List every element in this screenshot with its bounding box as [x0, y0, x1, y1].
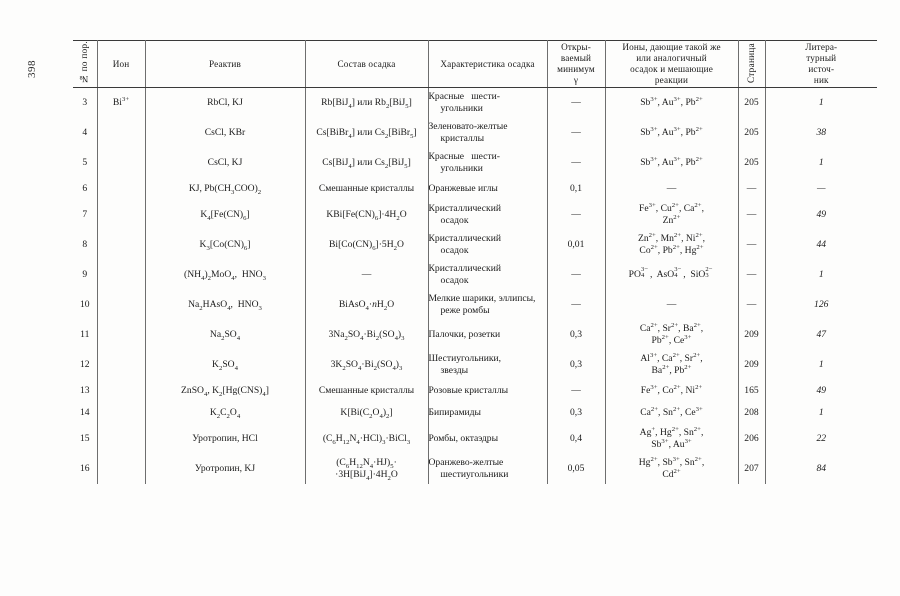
cell-source: 1: [818, 269, 824, 281]
cell-minimum: 0,01: [547, 230, 605, 260]
cell-no: 4: [73, 118, 97, 148]
cell-source: 1: [818, 157, 824, 169]
header-cell-page: [738, 41, 765, 88]
cell-source: 38: [816, 127, 827, 139]
cell-interfering: $Hg^{2+}$, $Sb^{3+}$, $Sn^{2+}$, $Cd^{2+}$: [605, 454, 738, 484]
cell-characteristic: Мелкие шарики, эллипсы, реже ромбы: [428, 290, 547, 320]
cell-no: 14: [73, 402, 97, 424]
cell-ion: [97, 118, 145, 148]
table-row: [73, 118, 877, 148]
cell-minimum: 0,3: [547, 320, 605, 350]
cell-page: 205: [738, 148, 765, 178]
cell-reagent: CsCl, KJ: [145, 148, 305, 178]
cell-interfering: $Sb^{3+}$, $Au^{3+}$, $Pb^{2+}$: [605, 88, 738, 119]
cell-no: 12: [73, 350, 97, 380]
cell-source: —: [816, 183, 826, 195]
cell-reagent: $K_2C_2O_4$: [145, 402, 305, 424]
cell-interfering: $Sb^{3+}$, $Au^{3+}$, $Pb^{2+}$: [605, 118, 738, 148]
cell-ion: [97, 424, 145, 454]
cell-composition: $(C_6H_{12}N_4\cdot HJ)_5\cdot$ $\cdot 3H[BiJ_4]\cdot 4H_2O$: [305, 454, 428, 484]
cell-ion: [97, 290, 145, 320]
cell-ion: [97, 380, 145, 402]
cell-no: 3: [73, 88, 97, 119]
cell-interfering: $Zn^{2+}$, $Mn^{2+}$, $Ni^{2+}$, $Co^{2+}$, $Pb^{2+}$, $Hg^{2+}$: [605, 230, 738, 260]
cell-characteristic: Розовые кристаллы: [428, 380, 547, 402]
precipitation-reactions-table: [73, 40, 877, 484]
data-table-container: [73, 40, 877, 484]
cell-no: 6: [73, 178, 97, 200]
cell-minimum: —: [547, 260, 605, 290]
cell-characteristic: Оранжевые иглы: [428, 178, 547, 200]
cell-source: 1: [818, 97, 824, 109]
cell-page: 165: [738, 380, 765, 402]
cell-page: —: [738, 200, 765, 230]
table-row: [73, 380, 877, 402]
cell-page: —: [738, 290, 765, 320]
cell-reagent: $K_3[Co(CN)_6]$: [145, 230, 305, 260]
table-row: [73, 230, 877, 260]
cell-characteristic: Палочки, розетки: [428, 320, 547, 350]
cell-page: —: [738, 178, 765, 200]
cell-composition: Cs[BiBr$_4$] или $Cs_2[BiBr_5]$: [305, 118, 428, 148]
table-row: [73, 424, 877, 454]
table-header: [73, 41, 877, 88]
cell-no: 15: [73, 424, 97, 454]
header-cell-composition: Состав осадка: [305, 41, 428, 88]
cell-page: 208: [738, 402, 765, 424]
header-label-page: Страница: [745, 42, 756, 83]
cell-source: 84: [816, 463, 827, 475]
cell-ion: [97, 402, 145, 424]
cell-page: 209: [738, 320, 765, 350]
cell-interfering: $Fe^{3+}$, $Co^{2+}$, $Ni^{2+}$: [605, 380, 738, 402]
cell-interfering: —: [605, 290, 738, 320]
cell-characteristic: Кристаллический осадок: [428, 260, 547, 290]
cell-ion: [97, 350, 145, 380]
cell-page: 207: [738, 454, 765, 484]
cell-interfering: PO 3− 4 , AsO 3− 4 , SiO 2− 3: [605, 260, 738, 290]
cell-minimum: —: [547, 88, 605, 119]
table-row: [73, 350, 877, 380]
cell-source: 49: [816, 209, 827, 221]
cell-minimum: 0,05: [547, 454, 605, 484]
cell-reagent: CsCl, KBr: [145, 118, 305, 148]
cell-ion: [97, 230, 145, 260]
cell-composition: $3Na_2SO_4\cdot Bi_2(SO_4)_3$: [305, 320, 428, 350]
header-cell-ion: Ион: [97, 41, 145, 88]
cell-characteristic: Кристаллический осадок: [428, 230, 547, 260]
cell-characteristic: Шестиугольники, звезды: [428, 350, 547, 380]
cell-reagent: Уротропин, KJ: [145, 454, 305, 484]
cell-composition: $3K_2SO_4\cdot Bi_2(SO_4)_3$: [305, 350, 428, 380]
header-label-no: № по пор.: [79, 41, 90, 85]
cell-interfering: $Sb^{3+}$, $Au^{3+}$, $Pb^{2+}$: [605, 148, 738, 178]
cell-characteristic: Бипирамиды: [428, 402, 547, 424]
cell-characteristic: Красные шести- угольники: [428, 88, 547, 119]
cell-minimum: —: [547, 200, 605, 230]
table-body: [73, 88, 877, 485]
cell-minimum: 0,1: [547, 178, 605, 200]
cell-composition: Смешанные кристаллы: [305, 178, 428, 200]
cell-ion: [97, 320, 145, 350]
cell-no: 11: [73, 320, 97, 350]
cell-no: 5: [73, 148, 97, 178]
cell-reagent: KJ, $Pb(CH_3COO)_2$: [145, 178, 305, 200]
cell-no: 10: [73, 290, 97, 320]
cell-minimum: 0,3: [547, 350, 605, 380]
cell-reagent: RbCl, KJ: [145, 88, 305, 119]
cell-page: —: [738, 230, 765, 260]
cell-reagent: $(NH_4)_2MoO_4$, $HNO_3$: [145, 260, 305, 290]
cell-ion: [97, 178, 145, 200]
cell-composition: $BiAsO_4\cdot nH_2O$: [305, 290, 428, 320]
table-row: [73, 320, 877, 350]
cell-ion: $Bi^{3+}$: [97, 88, 145, 119]
header-cell-source: Литера- турный источ- ник: [765, 41, 877, 88]
cell-reagent: $Na_2SO_4$: [145, 320, 305, 350]
cell-source: 1: [818, 407, 824, 419]
header-cell-characteristic: Характеристика осадка: [428, 41, 547, 88]
cell-characteristic: Ромбы, октаэдры: [428, 424, 547, 454]
header-row: [73, 41, 877, 88]
cell-interfering: $Ca^{2+}$, $Sn^{2+}$, $Ce^{3+}$: [605, 402, 738, 424]
table-row: [73, 402, 877, 424]
cell-reagent: $Na_2HAsO_4$, $HNO_3$: [145, 290, 305, 320]
cell-no: 8: [73, 230, 97, 260]
cell-minimum: —: [547, 380, 605, 402]
cell-page: 209: [738, 350, 765, 380]
cell-page: 205: [738, 88, 765, 119]
table-row: [73, 454, 877, 484]
cell-composition: $KBi[Fe(CN)_6]\cdot 4H_2O$: [305, 200, 428, 230]
cell-source: 44: [816, 239, 827, 251]
cell-source: 1: [818, 359, 824, 371]
cell-no: 16: [73, 454, 97, 484]
cell-reagent: Уротропин, HCl: [145, 424, 305, 454]
cell-interfering: $Fe^{3+}$, $Cu^{2+}$, $Ca^{2+}$, $Zn^{2+}$: [605, 200, 738, 230]
cell-source: 47: [816, 329, 827, 341]
cell-composition: Rb[BiJ$_4$] или $Rb_2[BiJ_5]$: [305, 88, 428, 119]
table-row: [73, 260, 877, 290]
cell-source: 49: [816, 385, 827, 397]
cell-minimum: 0,3: [547, 402, 605, 424]
header-cell-no: [73, 41, 97, 88]
cell-characteristic: Зеленовато-желтые кристаллы: [428, 118, 547, 148]
table-row: [73, 290, 877, 320]
cell-source: 126: [814, 299, 829, 311]
header-cell-minimum: Откры- ваемый минимум γ: [547, 41, 605, 88]
cell-composition: $Bi[Co(CN)_6]\cdot 5H_2O$: [305, 230, 428, 260]
cell-page: 205: [738, 118, 765, 148]
page-number: 398: [26, 60, 38, 78]
cell-reagent: $K_2SO_4$: [145, 350, 305, 380]
table-row: [73, 178, 877, 200]
cell-minimum: —: [547, 290, 605, 320]
cell-ion: [97, 454, 145, 484]
table-row: [73, 148, 877, 178]
cell-composition: Cs[BiJ$_4$] или $Cs_2[BiJ_5]$: [305, 148, 428, 178]
cell-ion: [97, 148, 145, 178]
cell-page: 206: [738, 424, 765, 454]
cell-minimum: —: [547, 118, 605, 148]
cell-no: 7: [73, 200, 97, 230]
cell-minimum: —: [547, 148, 605, 178]
cell-no: 9: [73, 260, 97, 290]
cell-composition: —: [305, 260, 428, 290]
cell-composition: $K[Bi(C_2O_4)_2]$: [305, 402, 428, 424]
cell-ion: [97, 260, 145, 290]
cell-reagent: $K_4[Fe(CN)_6]$: [145, 200, 305, 230]
cell-interfering: $Al^{3+}$, $Ca^{2+}$, $Sr^{2+}$, $Ba^{2+}$, $Pb^{2+}$: [605, 350, 738, 380]
cell-composition: Смешанные кристаллы: [305, 380, 428, 402]
table-row: [73, 200, 877, 230]
cell-source: 22: [816, 433, 827, 445]
cell-interfering: Ag+, $Hg^{2+}$, $Sn^{2+}$, $Sb^{3+}$, $Au^{3+}$: [605, 424, 738, 454]
table-row: [73, 88, 877, 119]
cell-ion: [97, 200, 145, 230]
cell-interfering: —: [605, 178, 738, 200]
header-cell-interfering: Ионы, дающие такой же или аналогичный осадок и мешающие реакции: [605, 41, 738, 88]
cell-characteristic: Оранжево-желтые шестиугольники: [428, 454, 547, 484]
cell-reagent: ZnSO$_4$, $K_2[Hg(CNS)_4]$: [145, 380, 305, 402]
cell-minimum: 0,4: [547, 424, 605, 454]
cell-interfering: $Ca^{2+}$, $Sr^{2+}$, $Ba^{2+}$, $Pb^{2+}$, $Ce^{3+}$: [605, 320, 738, 350]
header-cell-reagent: Реактив: [145, 41, 305, 88]
cell-composition: $(C_6H_{12}N_4\cdot HCl)_3\cdot BiCl_3$: [305, 424, 428, 454]
cell-no: 13: [73, 380, 97, 402]
cell-characteristic: Красные шести- угольники: [428, 148, 547, 178]
cell-characteristic: Кристаллический осадок: [428, 200, 547, 230]
cell-page: —: [738, 260, 765, 290]
